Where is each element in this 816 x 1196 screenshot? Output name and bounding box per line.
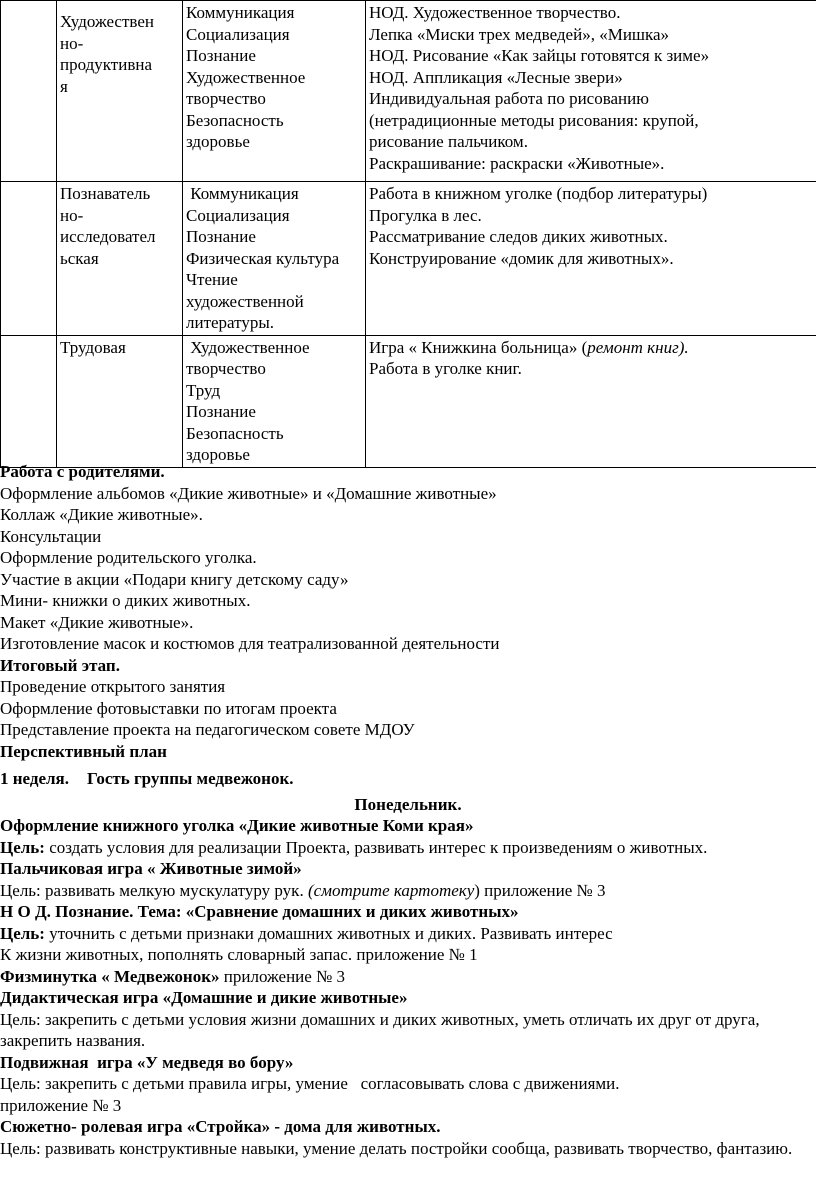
fizminutka-line — [0, 966, 816, 988]
goal-text: ) приложение № 3 — [474, 880, 606, 900]
integration-line: Художественное — [186, 67, 306, 87]
area-cell — [57, 1, 183, 182]
area-cell — [57, 335, 183, 467]
area-line: Познаватель — [60, 184, 151, 203]
table-row — [1, 182, 816, 336]
integration-line: Познание — [186, 227, 256, 246]
document-body — [0, 461, 816, 1159]
week-label: 1 неделя. — [0, 769, 69, 788]
fizminutka-heading: Физминутка « Медвежонок» — [0, 966, 220, 986]
goal-text: уточнить с детьми признаки домашних животных и диких. Развивать интерес — [44, 923, 613, 943]
area-line: я — [60, 76, 68, 96]
outdoor-game-heading: Подвижная игра «У медведя во бору» — [0, 1052, 294, 1072]
integration-line: здоровье — [186, 445, 250, 464]
activity-line: Работа в книжном уголке (подбор литературы) — [369, 184, 708, 203]
integration-line: Коммуникация — [186, 3, 295, 22]
integration-line: Художественное — [186, 337, 310, 357]
list-item: Участие в акции «Подари книгу детскому саду» — [0, 569, 349, 589]
table-row — [1, 335, 816, 467]
area-line: но- — [60, 33, 84, 53]
integration-cell — [183, 1, 366, 182]
integration-cell — [183, 182, 366, 336]
final-stage-heading: Итоговый этап. — [0, 655, 120, 675]
parents-heading: Работа с родителями. — [0, 462, 165, 481]
list-item: Оформление родительского уголка. — [0, 548, 257, 567]
list-item: Коллаж «Дикие животные». — [0, 505, 203, 524]
integration-line: Безопасность — [186, 423, 284, 443]
activity-cell — [366, 335, 816, 467]
activity-line: НОД. Аппликация «Лесные звери» — [369, 67, 623, 87]
day-heading: Понедельник. — [354, 794, 462, 814]
week-heading — [0, 768, 816, 790]
list-item: Макет «Дикие животные». — [0, 612, 194, 632]
empty-cell — [1, 1, 57, 182]
goal-text: создать условия для реализации Проекта, развивать интерес к произведениям о животных. — [44, 837, 708, 857]
integration-line: художественной — [186, 291, 304, 311]
project-table — [0, 0, 816, 468]
table-row — [1, 1, 816, 182]
empty-cell — [1, 182, 57, 336]
integration-line: Коммуникация — [186, 184, 299, 203]
activity-line: (нетрадиционные методы рисования: крупой, — [369, 110, 699, 130]
area-line: исследовател — [60, 227, 156, 246]
integration-line: Познание — [186, 46, 256, 65]
area-cell — [57, 182, 183, 336]
activity-cell — [366, 182, 816, 336]
activity-line: рисование пальчиком. — [369, 132, 528, 151]
list-item: Проведение открытого занятия — [0, 677, 226, 696]
week-title: Гость группы медвежонок. — [87, 769, 294, 788]
integration-line: Социализация — [186, 24, 290, 44]
plan-heading: Перспективный план — [0, 741, 167, 761]
goal-line — [0, 837, 816, 859]
book-corner-heading: Оформление книжного уголка «Дикие животные Коми края» — [0, 816, 474, 835]
activity-line: Раскрашивание: раскраски «Животные». — [369, 153, 665, 173]
integration-line: Социализация — [186, 205, 290, 225]
activity-text: Игра « Книжкина больница» ( — [369, 337, 588, 357]
area-line: ьская — [60, 248, 99, 268]
activity-line: Прогулка в лес. — [369, 205, 482, 225]
didactic-game-heading: Дидактическая игра «Домашние и дикие животные» — [0, 988, 408, 1007]
integration-line: здоровье — [186, 132, 250, 151]
activity-line: Индивидуальная работа по рисованию — [369, 89, 649, 108]
nod-heading: Н О Д. Познание. Тема: «Сравнение домашних и диких животных» — [0, 902, 519, 921]
goal-label: Цель: — [0, 837, 45, 857]
area-line: продуктивна — [60, 55, 152, 74]
activity-italic: ремонт книг). — [587, 337, 689, 357]
goal-italic: (смотрите картотеку — [307, 880, 475, 900]
finger-game-heading: Пальчиковая игра « Животные зимой» — [0, 859, 302, 878]
activity-line: НОД. Художественное творчество. — [369, 3, 621, 22]
activity-line: НОД. Рисование «Как зайцы готовятся к зиме» — [369, 46, 710, 65]
goal-line: Цель: закрепить с детьми условия жизни домашних и диких животных, уметь отличать их друг от друга, закрепить названия. — [0, 1009, 760, 1050]
activity-line — [369, 337, 812, 359]
activity-line: Лепка «Миски трех медведей», «Мишка» — [369, 24, 670, 44]
goal-line: К жизни животных, пополнять словарный запас. приложение № 1 — [0, 945, 478, 964]
activity-line: Рассматривание следов диких животных. — [369, 227, 668, 246]
activity-line: Работа в уголке книг. — [369, 359, 522, 378]
list-item: Представление проекта на педагогическом совете МДОУ — [0, 720, 415, 739]
integration-line: творчество — [186, 89, 266, 108]
goal-label: Цель: — [0, 923, 45, 943]
integration-cell — [183, 335, 366, 467]
empty-cell — [1, 335, 57, 467]
list-item: Изготовление масок и костюмов для театрализованной деятельности — [0, 634, 500, 653]
list-item: Оформление альбомов «Дикие животные» и «Домашние животные» — [0, 483, 497, 503]
fizminutka-appendix: приложение № 3 — [219, 966, 346, 986]
goal-line — [0, 880, 816, 902]
list-item: Оформление фотовыставки по итогам проекта — [0, 698, 337, 718]
integration-line: литературы. — [186, 313, 275, 332]
activity-cell — [366, 1, 816, 182]
integration-line: Физическая культура — [186, 248, 340, 268]
goal-line — [0, 923, 816, 945]
goal-line: Цель: закрепить с детьми правила игры, умение согласовывать слова с движениями. — [0, 1074, 620, 1093]
integration-line: Безопасность — [186, 110, 284, 130]
goal-line: Цель: развивать конструктивные навыки, умение делать постройки сообща, развивать творчество, фантазию. — [0, 1138, 793, 1158]
activity-line: Конструирование «домик для животных». — [369, 248, 674, 268]
list-item: Мини- книжки о диких животных. — [0, 591, 251, 610]
role-play-heading: Сюжетно- ролевая игра «Стройка» - дома для животных. — [0, 1117, 441, 1136]
area-line: но- — [60, 205, 84, 225]
area-line: Трудовая — [60, 337, 126, 357]
integration-line: Труд — [186, 380, 221, 400]
area-line: Художествен — [60, 12, 154, 31]
integration-line: творчество — [186, 359, 266, 378]
integration-line: Познание — [186, 402, 256, 421]
goal-text: Цель: развивать мелкую мускулатуру рук. — [0, 880, 308, 900]
list-item: Консультации — [0, 526, 102, 546]
appendix-line: приложение № 3 — [0, 1095, 122, 1115]
integration-line: Чтение — [186, 270, 238, 289]
